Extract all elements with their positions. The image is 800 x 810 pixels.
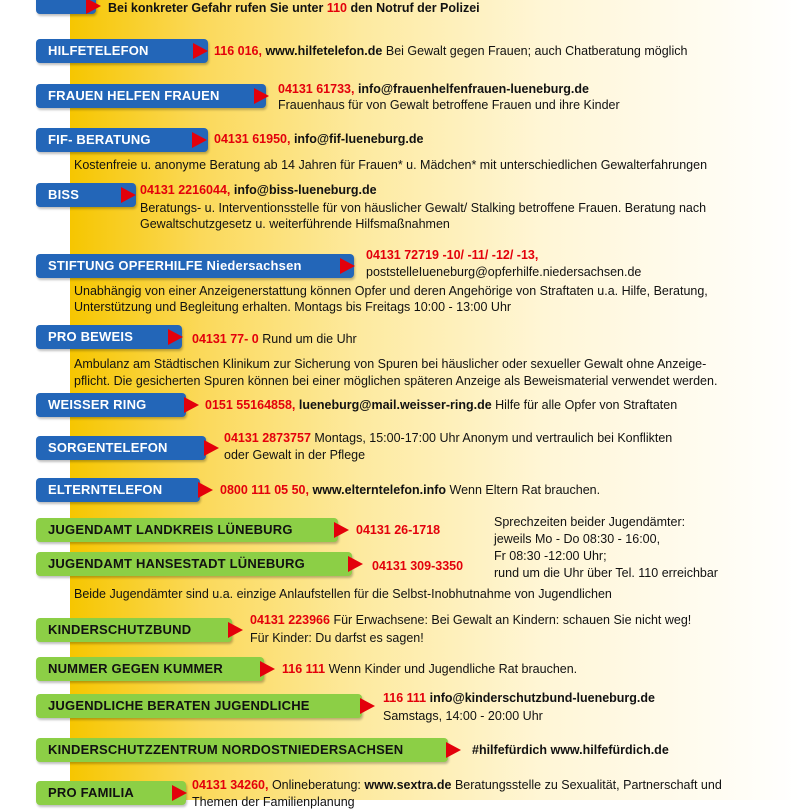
arrow-icon: [172, 785, 187, 801]
opferhilfe-label: STIFTUNG OPFERHILFE Niedersachsen: [48, 258, 302, 273]
fif-email[interactable]: info@fif-lueneburg.de: [293, 132, 424, 146]
sorgentelefon-desc-1: Montags, 15:00-17:00 Uhr Anonym und vertraulich bei Konflikten: [314, 431, 673, 445]
sorgentelefon-desc-2: oder Gewalt in der Pflege: [224, 448, 366, 462]
jugendamt-hours-1: Sprechzeiten beider Jugendämter:: [494, 515, 686, 529]
pro-beweis-phone[interactable]: 04131 77- 0: [192, 332, 259, 346]
biss-email[interactable]: info@biss-lueneburg.de: [233, 183, 377, 197]
biss-desc-1: Beratungs- u. Interventionsstelle für von häuslicher Gewalt/ Stalking betroffene Frauen. Beratung nach: [140, 201, 707, 215]
pro-familia-web[interactable]: www.sextra.de: [364, 778, 452, 792]
jugendliche-desc: Samstags, 14:00 - 20:00 Uhr: [383, 709, 543, 723]
arrow-icon: [184, 397, 199, 413]
fif-phone[interactable]: 04131 61950,: [214, 132, 291, 146]
jugendamt-hours-3: Fr 08:30 -12:00 Uhr;: [494, 549, 607, 563]
notice-text-1: Bei konkreter Gefahr rufen Sie unter: [108, 1, 327, 15]
arrow-icon: [348, 556, 363, 572]
arrow-icon: [340, 258, 355, 274]
arrow-icon: [192, 132, 207, 148]
notice-text-2: den Notruf der Polizei: [346, 1, 480, 15]
kinderschutzbund-desc-1: Für Erwachsene: Bei Gewalt an Kindern: schauen Sie nicht weg!: [333, 613, 692, 627]
kummer-desc: Wenn Kinder und Jugendliche Rat brauchen.: [328, 662, 578, 676]
arrow-icon: [204, 440, 219, 456]
weisser-ring-tag: [36, 393, 186, 417]
kinderschutzzentrum-desc[interactable]: #hilfefürdich www.hilfefürdich.de: [472, 743, 669, 757]
fhf-phone[interactable]: 04131 61733,: [278, 82, 355, 96]
jugendliche-phone[interactable]: 116 111: [383, 691, 427, 705]
arrow-icon: [121, 187, 136, 203]
arrow-icon: [446, 742, 461, 758]
jugendliche-beraten-tag: [36, 694, 362, 718]
opferhilfe-email[interactable]: poststelleIueneburg@opferhilfe.niedersachsen.de: [366, 265, 642, 279]
kinderschutzbund-phone[interactable]: 04131 223966: [250, 613, 330, 627]
frauen-helfen-frauen-label: FRAUEN HELFEN FRAUEN: [48, 88, 220, 103]
pro-familia-desc-2: Beratungsstelle zu Sexualität, Partnerschaft und: [454, 778, 722, 792]
biss-phone[interactable]: 04131 2216044,: [140, 183, 231, 197]
sorgentelefon-label: SORGENTELEFON: [48, 440, 168, 455]
jugendliche-email[interactable]: info@kinderschutzbund-lueneburg.de: [429, 691, 655, 705]
pro-familia-phone[interactable]: 04131 34260,: [192, 778, 269, 792]
weisser-ring-desc: Hilfe für alle Opfer von Straftaten: [495, 398, 678, 412]
biss-label: BISS: [48, 187, 80, 202]
hilfetelefon-web[interactable]: www.hilfetelefon.de: [265, 44, 383, 58]
arrow-icon: [334, 522, 349, 538]
jugendamt-landkreis-phone[interactable]: 04131 26-1718: [356, 523, 441, 537]
kinderschutzbund-label: KINDERSCHUTZBUND: [48, 622, 192, 637]
weisser-ring-email[interactable]: lueneburg@mail.weisser-ring.de: [298, 398, 492, 412]
hilfetelefon-desc: Bei Gewalt gegen Frauen; auch Chatberatung möglich: [385, 44, 688, 58]
fhf-email[interactable]: info@frauenhelfenfrauen-lueneburg.de: [357, 82, 589, 96]
jugendliche-beraten-label: JUGENDLICHE BERATEN JUGENDLICHE: [48, 698, 310, 713]
elterntelefon-phone[interactable]: 0800 111 05 50,: [220, 483, 309, 497]
arrow-icon: [168, 329, 183, 345]
opferhilfe-tag: [36, 254, 354, 278]
kummer-phone[interactable]: 116 111: [282, 662, 326, 676]
arrow-icon: [228, 622, 243, 638]
nummer-gegen-kummer-tag: [36, 657, 264, 681]
pro-beweis-hours: Rund um die Uhr: [262, 332, 357, 346]
jugendamt-hours-2: jeweils Mo - Do 08:30 - 16:00,: [494, 532, 661, 546]
kinderschutzbund-desc-2: Für Kinder: Du darfst es sagen!: [250, 631, 424, 645]
opferhilfe-desc-1: Unabhängig von einer Anzeigenerstattung können Opfer und deren Angehörige von Straftaten u.a. Hilfe, Beratung,: [74, 284, 708, 298]
pro-beweis-desc-1: Ambulanz am Städtischen Klinikum zur Sicherung von Spuren bei häuslicher oder sexueller Gewalt ohne Anzeige-: [74, 357, 707, 371]
weisser-ring-label: WEISSER RING: [48, 397, 147, 412]
frauen-helfen-frauen-tag: [36, 84, 266, 108]
pro-familia-label: PRO FAMILIA: [48, 785, 134, 800]
jugendamt-hours-4: rund um die Uhr über Tel. 110 erreichbar: [494, 566, 718, 580]
jugendamt-hansestadt-tag: [36, 552, 352, 576]
sorgentelefon-phone[interactable]: 04131 2873757: [224, 431, 311, 445]
weisser-ring-phone[interactable]: 0151 55164858,: [205, 398, 296, 412]
sorgentelefon-tag: [36, 436, 206, 460]
elterntelefon-tag: [36, 478, 200, 502]
fif-tag: [36, 128, 208, 152]
pro-beweis-label: PRO BEWEIS: [48, 329, 134, 344]
pro-familia-desc-3: Themen der Familienplanung: [192, 795, 355, 809]
nummer-gegen-kummer-label: NUMMER GEGEN KUMMER: [48, 661, 223, 676]
opferhilfe-phone[interactable]: 04131 72719 -10/ -11/ -12/ -13,: [366, 248, 539, 262]
jugendamt-hansestadt-label: JUGENDAMT HANSESTADT LÜNEBURG: [48, 556, 305, 571]
jugendamt-landkreis-label: JUGENDAMT LANDKREIS LÜNEBURG: [48, 522, 293, 537]
kinderschutzbund-tag: [36, 618, 232, 642]
arrow-icon: [260, 661, 275, 677]
kinderschutzzentrum-label: KINDERSCHUTZZENTRUM NORDOSTNIEDERSACHSEN: [48, 742, 404, 757]
police-number: 110: [326, 1, 347, 15]
pro-beweis-tag: [36, 325, 182, 349]
pro-familia-desc-1: Onlineberatung:: [271, 778, 361, 792]
jugendamt-hansestadt-phone[interactable]: 04131 309-3350: [372, 559, 464, 573]
jugendamt-landkreis-tag: [36, 518, 338, 542]
jugendamt-note: Beide Jugendämter sind u.a. einzige Anlaufstellen für die Selbst-Inobhutnahme von Jugendlichen: [74, 587, 612, 601]
biss-desc-2: Gewaltschutzgesetz u. weiterführende Hilfsmaßnahmen: [140, 217, 450, 231]
fif-label: FIF- BERATUNG: [48, 132, 151, 147]
arrow-icon: [198, 482, 213, 498]
fhf-desc: Frauenhaus für von Gewalt betroffene Frauen und ihre Kinder: [278, 98, 620, 112]
fif-desc: Kostenfreie u. anonyme Beratung ab 14 Jahren für Frauen* u. Mädchen* mit unterschiedlichen Gewalterfahrungen: [74, 158, 708, 172]
arrow-icon: [360, 698, 375, 714]
elterntelefon-web[interactable]: www.elterntelefon.info: [312, 483, 447, 497]
opferhilfe-desc-2: Unterstützung und Begleitung erhalten. Montags bis Freitags 10:00 - 13:00 Uhr: [74, 300, 512, 314]
arrow-icon: [86, 0, 101, 14]
hilfetelefon-phone[interactable]: 116 016,: [214, 44, 262, 58]
pro-familia-tag: [36, 781, 186, 805]
arrow-icon: [254, 88, 269, 104]
elterntelefon-desc: Wenn Eltern Rat brauchen.: [449, 483, 601, 497]
hilfetelefon-tag: [36, 39, 208, 63]
hilfetelefon-label: HILFETELEFON: [48, 43, 149, 58]
pro-beweis-desc-2: pflicht. Die gesicherten Spuren können bei einer möglichen späteren Anzeige als Beweismaterial verwendet werden.: [74, 374, 718, 388]
kinderschutzzentrum-tag: [36, 738, 448, 762]
arrow-icon: [193, 43, 208, 59]
elterntelefon-label: ELTERNTELEFON: [48, 482, 163, 497]
